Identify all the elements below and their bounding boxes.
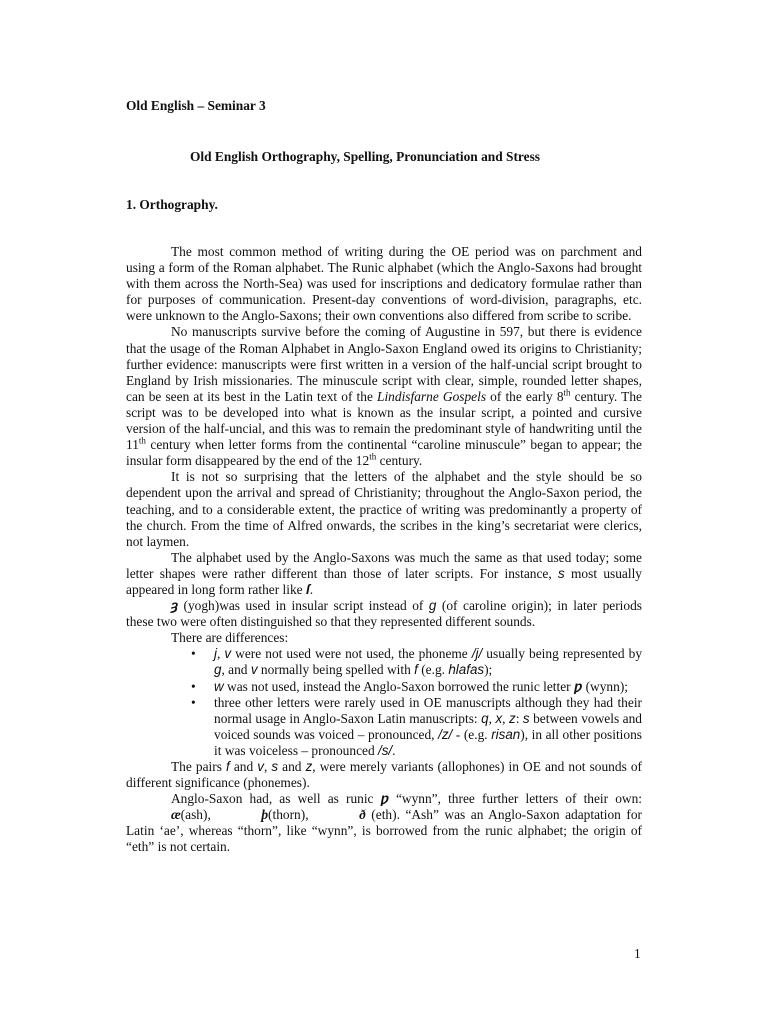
eth-glyph: ð xyxy=(359,807,366,823)
ordinal-suffix: th xyxy=(369,451,377,462)
paragraph-8-text-2: “wynn”, three further letters of their own: xyxy=(388,791,642,807)
list-item-text: ); xyxy=(484,662,493,678)
example-word: risan xyxy=(491,726,521,742)
list-item-text: ), in all other positions it was voiceless – pronounced xyxy=(214,726,642,758)
list-item-text: three other letters were rarely used in OE manuscripts although they had their normal usage in Anglo-Saxon Latin manuscripts: xyxy=(214,694,642,726)
conjunction: and xyxy=(278,759,306,774)
paragraph-8-text-1: Anglo-Saxon had, as well as runic xyxy=(171,791,381,807)
letter-j: j xyxy=(214,646,217,662)
section-heading: 1. Orthography. xyxy=(126,197,218,212)
phoneme-z: /z/ xyxy=(438,726,453,742)
list-item xyxy=(214,679,642,695)
example-word: hlafas xyxy=(448,662,485,678)
list-item xyxy=(214,646,642,678)
letter-v: v xyxy=(224,646,232,662)
wynn-glyph: ƿ xyxy=(380,791,389,807)
list-item-text: was not used, instead the Anglo-Saxon borrowed the runic letter xyxy=(223,678,574,694)
list-item-text: (wynn); xyxy=(582,678,628,694)
list-item-text: - (e.g. xyxy=(452,726,492,742)
conjunction: and xyxy=(229,759,258,774)
paragraph-7-text-1: The pairs xyxy=(171,759,227,774)
letter-s: s xyxy=(271,759,279,774)
phoneme-s: /s/ xyxy=(378,742,393,758)
paragraph-2-text-3: century. The script was to be developed into what is known as the insular script, a pointed and cursive version of the half-uncial, and this was to remain the predominant style of handwriting until the 11 xyxy=(126,388,642,453)
comma: , xyxy=(488,710,496,726)
letter-z: z xyxy=(305,759,313,774)
paragraph-5-text-2: (of caroline origin); in later periods these two were often distinguished so that they represented different sounds. xyxy=(126,598,643,630)
list-item-text: , and xyxy=(221,662,251,678)
paragraph-2-text-5: century. xyxy=(376,453,423,469)
long-s-glyph: ſ xyxy=(305,581,310,597)
paragraph-3: It is not so surprising that the letters of the alphabet and the style should be so dependent upon the arrival and spread of Christianity; throughout the Anglo-Saxon period, the teaching, and to a considerable extent, the practice of writing was predominantly a property of the church. From the time of Alfred onwards, the scribes in the king’s secretariat were clerics, not laymen. xyxy=(126,469,642,549)
list-item-text: (e.g. xyxy=(417,662,449,678)
ordinal-suffix: th xyxy=(563,387,571,398)
letter-w: w xyxy=(214,678,224,694)
letter-s: s xyxy=(522,710,530,726)
list-item-text: were not used were not used, the phoneme xyxy=(231,646,472,662)
ash-glyph: æ xyxy=(171,807,181,823)
paragraph-8-text-5: (eth). “Ash” was an Anglo-Saxon adaptation for Latin ‘ae’, whereas “thorn”, like “wynn”, is borrowed from the runic alphabet; the origin of “eth” is not certain. xyxy=(126,807,643,855)
list-item-text: normally being spelled with xyxy=(257,662,415,678)
paragraph-1: The most common method of writing during the OE period was on parchment and using a form of the Roman alphabet. The Runic alphabet (which the Anglo-Saxons had brought with them across the North-Sea) was used for inscriptions and dedicatory formulae rather than for purposes of communication. Present-day conventions of word-division, paragraphs, etc. were unknown to the Anglo-Saxons; their own conventions also differed from scribe to scribe. xyxy=(126,244,642,324)
letter-g: g xyxy=(214,662,222,678)
letter-x: x xyxy=(495,710,503,726)
paragraph-2-text-4: century when letter forms from the continental “caroline minuscule” began to appear; the insular form disappeared by the end of the 12 xyxy=(126,437,642,469)
list-item xyxy=(214,695,642,759)
document-subtitle: Old English Orthography, Spelling, Pronunciation and Stress xyxy=(190,149,540,164)
thorn-glyph: þ xyxy=(261,807,269,823)
letter-q: q xyxy=(481,710,489,726)
letter-v: v xyxy=(250,662,258,678)
comma: , xyxy=(263,759,272,774)
paragraph-4 xyxy=(126,550,642,598)
letter-s: s xyxy=(558,565,565,581)
page-number: 1 xyxy=(634,946,641,961)
paragraph-5-text-1: (yogh)was used in insular script instead of xyxy=(177,598,429,614)
paragraph-8 xyxy=(126,791,642,855)
colon: : xyxy=(515,710,523,726)
paragraph-7 xyxy=(126,759,642,791)
letter-v: v xyxy=(257,759,264,774)
document-body xyxy=(126,244,642,856)
phoneme-j: /j/ xyxy=(471,646,483,662)
paragraph-4-text-3: . xyxy=(309,581,314,597)
ordinal-suffix: th xyxy=(138,435,146,446)
list-item-text: . xyxy=(392,742,396,758)
comma: , xyxy=(216,646,225,662)
letter-f: f xyxy=(226,759,230,774)
paragraph-4-text-1: The alphabet used by the Anglo-Saxons was much the same as that used today; some letter shapes were rather different than those of later scripts. For instance, xyxy=(126,549,642,581)
letter-z: z xyxy=(509,710,516,726)
paragraph-2-text-2: of the early 8 xyxy=(486,388,564,404)
document-title: Old English – Seminar 3 xyxy=(126,98,266,113)
differences-list xyxy=(126,646,642,759)
wynn-glyph: ƿ xyxy=(573,678,583,694)
paragraph-4-text-2: most usually appeared in long form rather like xyxy=(126,565,642,597)
paragraph-2-text-1: No manuscripts survive before the coming of Augustine in 597, but there is evidence that the usage of the Roman Alphabet in Anglo-Saxon England owed its origins to Christianity; further evidence: manuscripts were first written in a version of the half-uncial script brought to England by Irish missionaries. The minuscule script with clear, simple, rounded letter shapes, can be seen at its best in the Latin text of the xyxy=(126,324,642,404)
list-item-text: between vowels and voiced sounds was voiced – pronounced, xyxy=(214,710,642,742)
paragraph-6: There are differences: xyxy=(171,630,289,646)
letter-f: f xyxy=(414,662,418,678)
lindisfarne-gospels-title: Lindisfarne Gospels xyxy=(377,388,487,404)
paragraph-7-text-2: , were merely variants (allophones) in OE and not sounds of different significance (phonemes). xyxy=(126,759,643,791)
paragraph-8-text-4: (thorn), xyxy=(268,807,315,823)
paragraph-8-text-3: (ash), xyxy=(180,807,217,823)
yogh-glyph: ȝ xyxy=(171,598,178,614)
list-item-text: usually being represented by xyxy=(482,646,643,662)
paragraph-5 xyxy=(126,598,642,630)
paragraph-2 xyxy=(126,324,642,469)
letter-g: g xyxy=(428,598,437,614)
comma: , xyxy=(502,710,509,726)
